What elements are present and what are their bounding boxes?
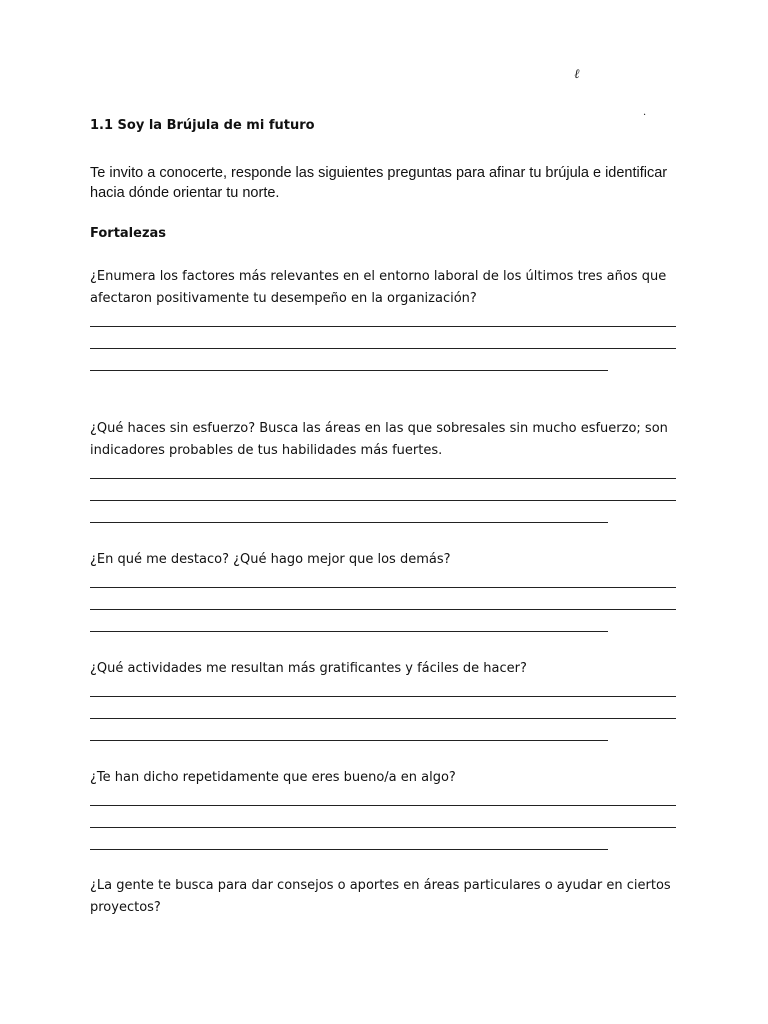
stray-dot: · xyxy=(643,110,647,121)
answer-lines-5[interactable] xyxy=(90,805,676,871)
answer-line[interactable] xyxy=(90,370,608,371)
intro-paragraph: Te invito a conocerte, responde las siguientes preguntas para afinar tu brújula e identificar hacia dónde orientar tu norte. xyxy=(90,165,668,201)
answer-line[interactable] xyxy=(90,631,608,632)
question-2: ¿Qué haces sin esfuerzo? Busca las áreas en las que sobresales sin mucho esfuerzo; son indicadores probables de tus habilidades más fuertes. xyxy=(90,421,668,458)
section-title: 1.1 Soy la Brújula de mi futuro xyxy=(90,118,315,133)
question-3: ¿En qué me destaco? ¿Qué hago mejor que los demás? xyxy=(90,552,451,567)
answer-line[interactable] xyxy=(90,587,676,588)
answer-line[interactable] xyxy=(90,348,676,349)
answer-lines-4[interactable] xyxy=(90,696,676,762)
answer-lines-2[interactable] xyxy=(90,478,676,544)
question-4: ¿Qué actividades me resultan más gratificantes y fáciles de hacer? xyxy=(90,661,527,676)
answer-line[interactable] xyxy=(90,609,676,610)
subheading-fortalezas: Fortalezas xyxy=(90,226,167,241)
answer-line[interactable] xyxy=(90,696,676,697)
answer-line[interactable] xyxy=(90,478,676,479)
answer-line[interactable] xyxy=(90,849,608,850)
answer-line[interactable] xyxy=(90,740,608,741)
answer-lines-1[interactable] xyxy=(90,326,676,392)
answer-line[interactable] xyxy=(90,326,676,327)
question-5: ¿Te han dicho repetidamente que eres bueno/a en algo? xyxy=(90,770,456,785)
question-6: ¿La gente te busca para dar consejos o aportes en áreas particulares o ayudar en ciertos proyectos? xyxy=(90,878,671,915)
answer-lines-3[interactable] xyxy=(90,587,676,653)
answer-line[interactable] xyxy=(90,522,608,523)
answer-line[interactable] xyxy=(90,805,676,806)
stray-mark: ℓ xyxy=(574,67,580,82)
answer-line[interactable] xyxy=(90,500,676,501)
answer-line[interactable] xyxy=(90,827,676,828)
answer-line[interactable] xyxy=(90,718,676,719)
question-1: ¿Enumera los factores más relevantes en el entorno laboral de los últimos tres años que afectaron positivamente tu desempeño en la organización? xyxy=(90,269,667,306)
